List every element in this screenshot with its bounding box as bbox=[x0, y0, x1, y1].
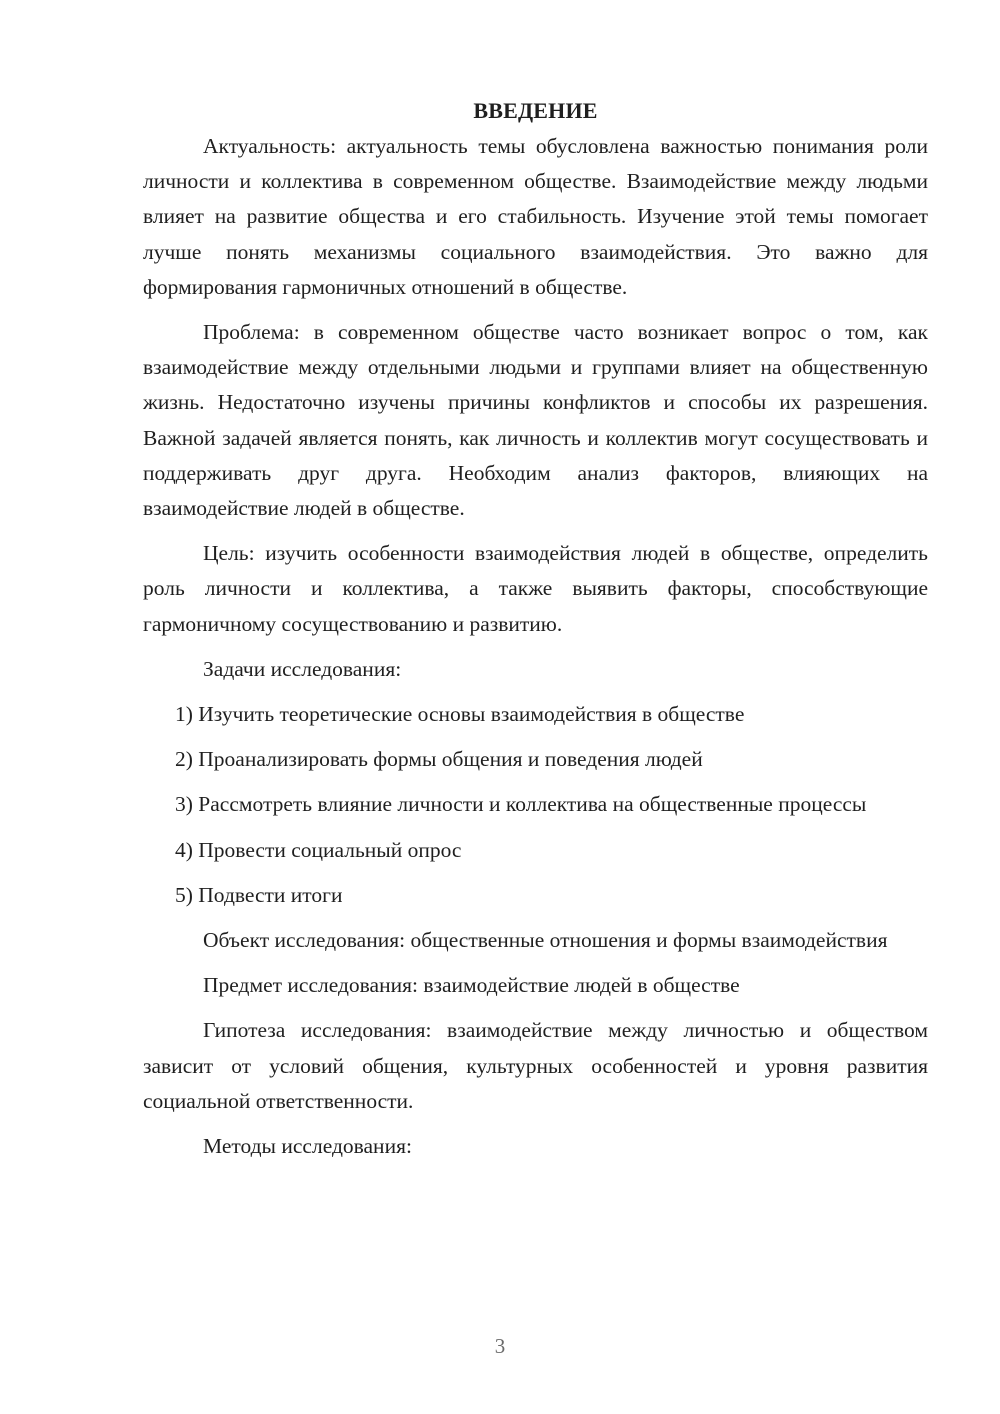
task-item-2: 2) Проанализировать формы общения и поведения людей bbox=[175, 747, 703, 772]
task-item-4: 4) Провести социальный опрос bbox=[175, 837, 462, 862]
page-number: 3 bbox=[494, 1334, 506, 1358]
paragraph-object: Объект исследования: общественные отношения и формы взаимодействия bbox=[203, 928, 888, 953]
paragraph-problem: Проблема: в современном обществе часто возникает вопрос о том, как взаимодействие между отдельными людьми и группами влияет на общественную жизнь. Недостаточно изучены причины конфликтов и способы их разрешения. Важной задачей является понять, как личность и коллектив могут сосуществовать и поддерживать друг друга. Необходим анализ факторов, влияющих на взаимодействие людей в обществе. bbox=[143, 320, 928, 521]
paragraph-hypothesis: Гипотеза исследования: взаимодействие между личностью и обществом зависит от условий общения, культурных особенностей и уровня развития социальной ответственности. bbox=[143, 1018, 928, 1113]
paragraph-relevance: Актуальность: актуальность темы обусловлена важностью понимания роли личности и коллектива в современном обществе. Взаимодействие между людьми влияет на развитие общества и его стабильность. Изучение этой темы помогает лучше понять механизмы социального взаимодействия. Это важно для формирования гармоничных отношений в обществе. bbox=[143, 134, 928, 299]
task-item-1: 1) Изучить теоретические основы взаимодействия в обществе bbox=[175, 702, 745, 727]
tasks-heading: Задачи исследования: bbox=[203, 656, 402, 681]
paragraph-goal: Цель: изучить особенности взаимодействия людей в обществе, определить роль личности и коллектива, а также выявить факторы, способствующие гармоничному сосуществованию и развитию. bbox=[143, 541, 928, 636]
paragraph-methods: Методы исследования: bbox=[203, 1134, 412, 1159]
paragraph-subject: Предмет исследования: взаимодействие людей в обществе bbox=[203, 973, 740, 998]
task-item-3: 3) Рассмотреть влияние личности и коллектива на общественные процессы bbox=[175, 792, 867, 817]
document-page bbox=[143, 96, 928, 1174]
page-title: ВВЕДЕНИЕ bbox=[473, 98, 598, 123]
task-item-5: 5) Подвести итоги bbox=[175, 882, 343, 907]
